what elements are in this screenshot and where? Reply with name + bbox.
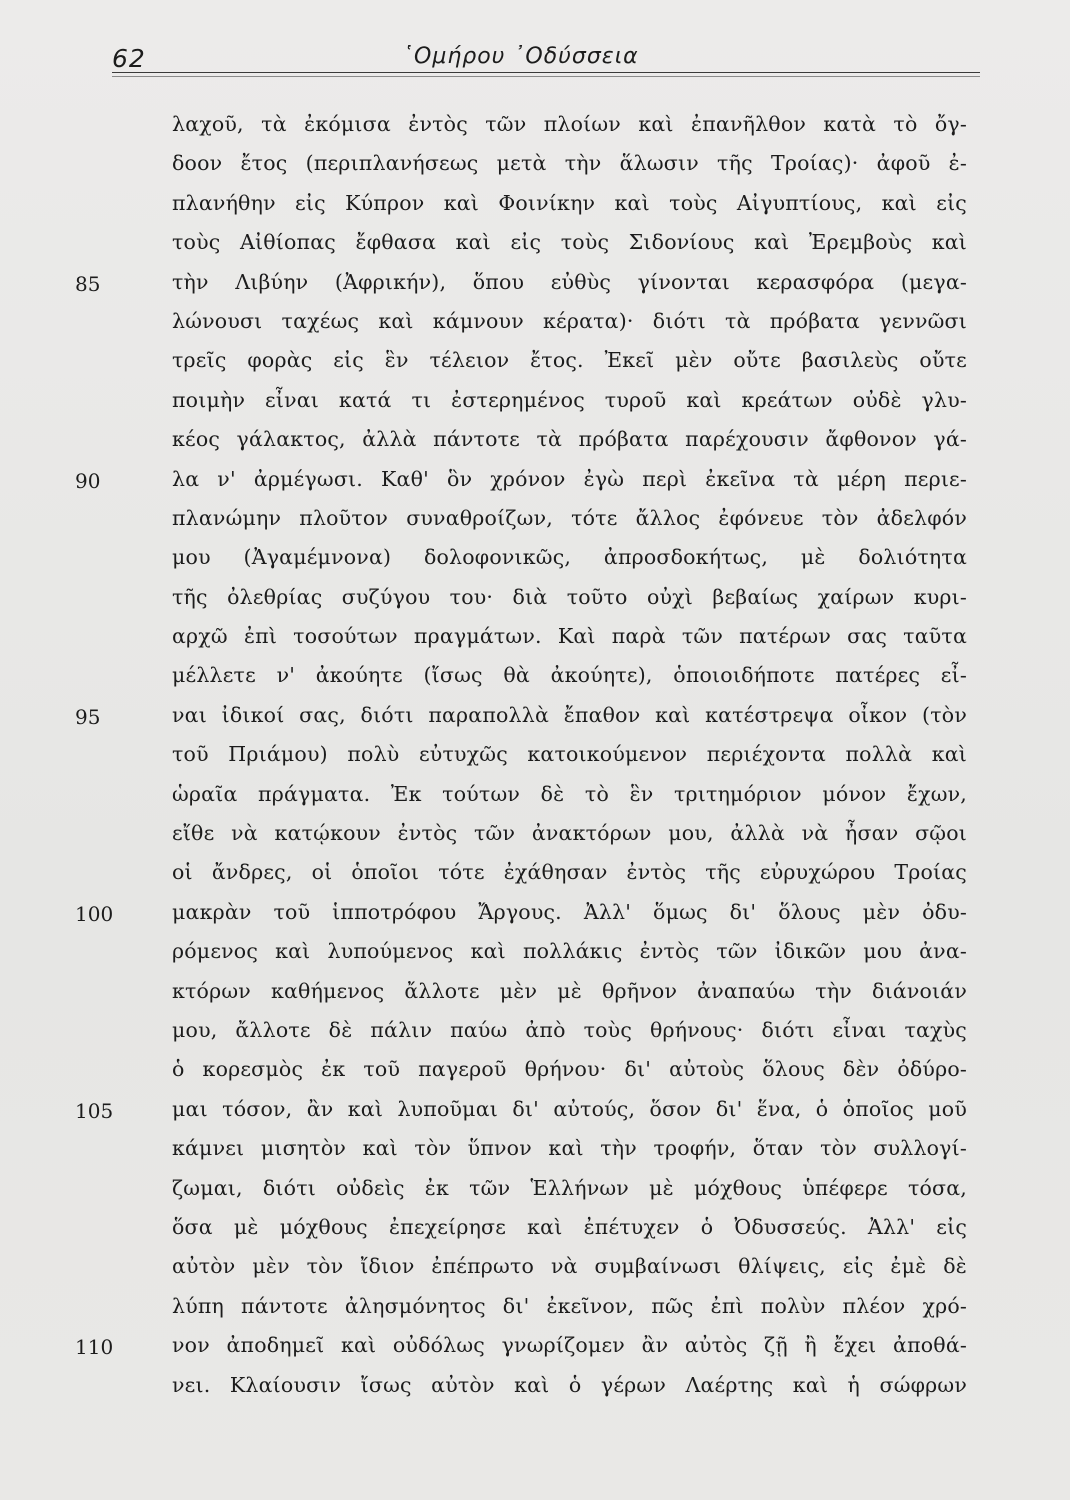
line-text: οἱ ἄνδρες, οἱ ὁποῖοι τότε ἐχάθησαν ἐντὸς τῆς εὐρυχώρου Τροίας xyxy=(172,860,967,885)
line-text: ὡραῖα πράγματα. Ἐκ τούτων δὲ τὸ ἓν τριτημόριον μόνον ἔχων, xyxy=(172,781,967,806)
text-line xyxy=(75,461,975,500)
text-line xyxy=(75,1091,975,1130)
line-text: δοον ἔτος (περιπλανήσεως μετὰ τὴν ἅλωσιν τῆς Τροίας)· ἀφοῦ ἐ- xyxy=(172,151,967,176)
page-header xyxy=(112,38,980,78)
text-line xyxy=(75,421,975,460)
text-line xyxy=(75,854,975,893)
text-line xyxy=(75,382,975,421)
line-text: τῆς ὀλεθρίας συζύγου του· διὰ τοῦτο οὐχὶ βεβαίως χαίρων κυρι- xyxy=(172,584,967,609)
text-line xyxy=(75,500,975,539)
line-text: ὅσα μὲ μόχθους ἐπεχείρησε καὶ ἐπέτυχεν ὁ Ὀδυσσεύς. Ἀλλ' εἰς xyxy=(172,1214,967,1239)
text-line xyxy=(75,1288,975,1327)
line-text: ναι ἰδικοί σας, διότι παραπολλὰ ἔπαθον καὶ κατέστρεψα οἶκον (τὸν xyxy=(172,702,967,727)
line-text: αρχῶ ἐπὶ τοσούτων πραγμάτων. Καὶ παρὰ τῶν πατέρων σας ταῦτα xyxy=(172,624,967,649)
line-text: τοὺς Αἰθίοπας ἔφθασα καὶ εἰς τοὺς Σιδονίους καὶ Ἐρεμβοὺς καὶ xyxy=(172,230,967,255)
text-line xyxy=(75,1248,975,1287)
text-line xyxy=(75,1130,975,1169)
line-text: μου, ἄλλοτε δὲ πάλιν παύω ἀπὸ τοὺς θρήνους· διότι εἶναι ταχὺς xyxy=(172,1017,967,1042)
line-text: κάμνει μισητὸν καὶ τὸν ὕπνον καὶ τὴν τροφήν, ὅταν τὸν συλλογί- xyxy=(172,1136,967,1161)
text-line xyxy=(75,1170,975,1209)
line-number: 105 xyxy=(75,1098,114,1123)
line-text: ρόμενος καὶ λυπούμενος καὶ πολλάκις ἐντὸς τῶν ἰδικῶν μου ἀνα- xyxy=(172,939,967,964)
body-text xyxy=(75,106,975,1406)
running-title: ῾Ομήρου ᾿Οδύσσεια xyxy=(402,44,639,69)
line-text: νει. Κλαίουσιν ἴσως αὐτὸν καὶ ὁ γέρων Λαέρτης καὶ ἡ σώφρων xyxy=(172,1372,967,1397)
line-number: 95 xyxy=(75,704,101,729)
line-text: λώνουσι ταχέως καὶ κάμνουν κέρατα)· διότι τὰ πρόβατα γεννῶσι xyxy=(172,308,967,333)
text-line xyxy=(75,185,975,224)
text-line xyxy=(75,1012,975,1051)
text-line xyxy=(75,657,975,696)
text-line xyxy=(75,539,975,578)
page-number: 62 xyxy=(112,44,146,73)
text-line xyxy=(75,1367,975,1406)
line-text: μαι τόσον, ἂν καὶ λυποῦμαι δι' αὐτούς, ὅσον δι' ἕνα, ὁ ὁποῖος μοῦ xyxy=(172,1096,967,1121)
line-text: πλανήθην εἰς Κύπρον καὶ Φοινίκην καὶ τοὺς Αἰγυπτίους, καὶ εἰς xyxy=(172,190,967,215)
line-text: λύπη πάντοτε ἀλησμόνητος δι' ἐκεῖνον, πῶς ἐπὶ πολὺν πλέον χρό- xyxy=(172,1293,967,1318)
header-rule-secondary xyxy=(112,76,980,77)
line-text: τὴν Λιβύην (Ἀφρικήν), ὅπου εὐθὺς γίνονται κερασφόρα (μεγα- xyxy=(172,269,967,294)
line-text: ὁ κορεσμὸς ἐκ τοῦ παγεροῦ θρήνου· δι' αὐτοὺς ὅλους δὲν ὀδύρο- xyxy=(172,1057,967,1082)
line-text: μέλλετε ν' ἀκούητε (ἴσως θὰ ἀκούητε), ὁποιοιδήποτε πατέρες εἶ- xyxy=(172,663,967,688)
line-number: 90 xyxy=(75,468,101,493)
line-text: εἴθε νὰ κατῴκουν ἐντὸς τῶν ἀνακτόρων μου, ἀλλὰ νὰ ἦσαν σῷοι xyxy=(172,821,967,846)
line-text: τρεῖς φορὰς εἰς ἓν τέλειον ἔτος. Ἐκεῖ μὲν οὔτε βασιλεὺς οὔτε xyxy=(172,348,967,373)
line-text: νον ἀποδημεῖ καὶ οὐδόλως γνωρίζομεν ἂν αὐτὸς ζῇ ἢ ἔχει ἀποθά- xyxy=(172,1333,967,1358)
text-line xyxy=(75,1327,975,1366)
text-line xyxy=(75,618,975,657)
header-rule xyxy=(112,72,980,73)
line-text: αὐτὸν μὲν τὸν ἴδιον ἐπέπρωτο νὰ συμβαίνωσι θλίψεις, εἰς ἐμὲ δὲ xyxy=(172,1254,967,1279)
text-line xyxy=(75,697,975,736)
line-number: 110 xyxy=(75,1335,114,1360)
text-line xyxy=(75,106,975,145)
text-line xyxy=(75,776,975,815)
line-number: 100 xyxy=(75,901,114,926)
line-text: κτόρων καθήμενος ἄλλοτε μὲν μὲ θρῆνον ἀναπαύω τὴν διάνοιάν xyxy=(172,978,967,1003)
line-text: ζωμαι, διότι οὐδεὶς ἐκ τῶν Ἑλλήνων μὲ μόχθους ὑπέφερε τόσα, xyxy=(172,1175,967,1200)
text-line xyxy=(75,1209,975,1248)
text-line xyxy=(75,973,975,1012)
text-line xyxy=(75,303,975,342)
text-line xyxy=(75,342,975,381)
line-text: κέος γάλακτος, ἀλλὰ πάντοτε τὰ πρόβατα παρέχουσιν ἄφθονον γά- xyxy=(172,427,967,452)
text-line xyxy=(75,224,975,263)
line-text: λαχοῦ, τὰ ἐκόμισα ἐντὸς τῶν πλοίων καὶ ἐπανῆλθον κατὰ τὸ ὄγ- xyxy=(172,112,967,136)
text-line xyxy=(75,264,975,303)
text-line xyxy=(75,815,975,854)
text-line xyxy=(75,1051,975,1090)
line-text: τοῦ Πριάμου) πολὺ εὐτυχῶς κατοικούμενον περιέχοντα πολλὰ καὶ xyxy=(172,742,967,767)
line-text: ποιμὴν εἶναι κατά τι ἐστερημένος τυροῦ καὶ κρεάτων οὐδὲ γλυ- xyxy=(172,387,967,412)
text-line xyxy=(75,145,975,184)
line-text: μακρὰν τοῦ ἱπποτρόφου Ἄργους. Ἀλλ' ὅμως δι' ὅλους μὲν ὀδυ- xyxy=(172,899,967,924)
text-line xyxy=(75,736,975,775)
text-line xyxy=(75,933,975,972)
line-number: 85 xyxy=(75,271,101,296)
line-text: μου (Ἀγαμέμνονα) δολοφονικῶς, ἀπροσδοκήτως, μὲ δολιότητα xyxy=(172,545,967,570)
text-line xyxy=(75,894,975,933)
text-line xyxy=(75,579,975,618)
line-text: λα ν' ἀρμέγωσι. Καθ' ὃν χρόνον ἐγὼ περὶ ἐκεῖνα τὰ μέρη περιε- xyxy=(172,466,967,491)
line-text: πλανώμην πλοῦτον συναθροίζων, τότε ἄλλος ἐφόνευε τὸν ἀδελφόν xyxy=(172,505,967,530)
